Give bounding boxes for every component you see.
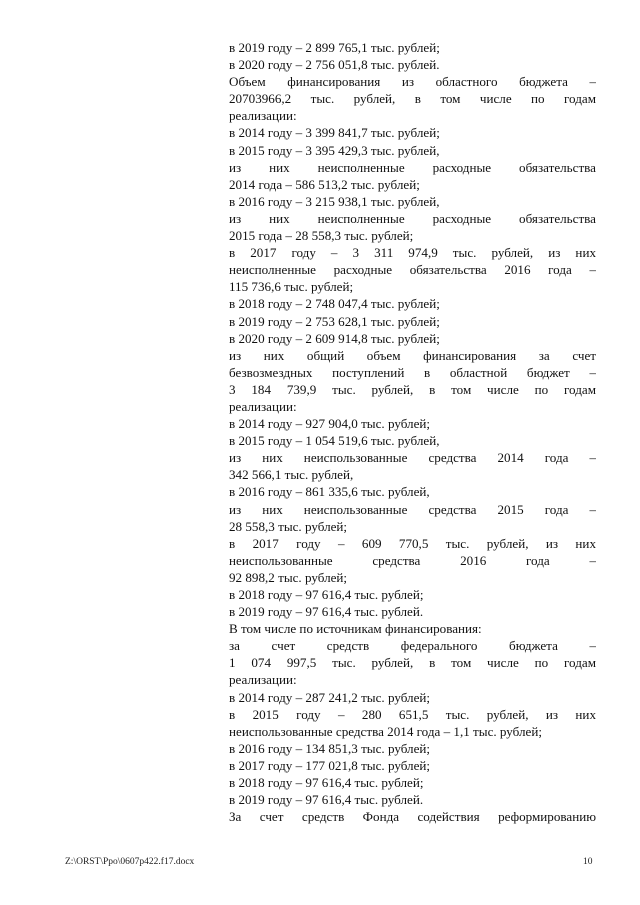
text-line: в 2014 году – 287 241,2 тыс. рублей; (229, 689, 431, 705)
text-line: из них общий объем финансирования за счет (229, 347, 596, 363)
text-line: неисполненные расходные обязательства 2016 года – (229, 262, 596, 278)
text-line: реализации: (229, 672, 297, 688)
text-line: неиспользованные средства 2014 года – 1,1 тыс. рублей; (229, 723, 543, 739)
document-body (229, 39, 596, 825)
text-line: 20703966,2 тыс. рублей, в том числе по годам (229, 91, 596, 107)
footer-page-number: 10 (583, 857, 593, 867)
text-line: 28 558,3 тыс. рублей; (229, 518, 348, 534)
text-line: в 2020 году – 2 609 914,8 тыс. рублей; (229, 330, 440, 346)
text-line: безвозмездных поступлений в областной бюджет – (229, 364, 596, 380)
text-line: в 2019 году – 2 753 628,1 тыс. рублей; (229, 313, 440, 329)
text-line: в 2018 году – 97 616,4 тыс. рублей; (229, 587, 424, 602)
text-line: за счет средств федерального бюджета – (229, 638, 596, 654)
text-line: в 2016 году – 134 851,3 тыс. рублей; (229, 740, 431, 756)
text-line: в 2019 году – 97 616,4 тыс. рублей. (229, 792, 424, 808)
text-line: из них неиспользованные средства 2014 года – (229, 450, 596, 466)
text-line: 342 566,1 тыс. рублей, (229, 467, 354, 483)
text-line: неиспользованные средства 2016 года – (229, 552, 596, 568)
text-line: в 2016 году – 861 335,6 тыс. рублей, (229, 484, 430, 500)
text-line: 2014 года – 586 513,2 тыс. рублей; (229, 176, 420, 192)
text-line: 92 898,2 тыс. рублей; (229, 569, 348, 585)
text-line: в 2015 году – 1 054 519,6 тыс. рублей, (229, 433, 440, 449)
text-line: из них неисполненные расходные обязательства (229, 210, 596, 226)
text-line: в 2017 году – 177 021,8 тыс. рублей; (229, 757, 431, 773)
text-line: в 2020 году – 2 756 051,8 тыс. рублей. (229, 57, 440, 73)
text-line: 115 736,6 тыс. рублей; (229, 279, 354, 295)
text-line: в 2014 году – 3 399 841,7 тыс. рублей; (229, 125, 440, 141)
text-line: в 2018 году – 97 616,4 тыс. рублей; (229, 775, 424, 791)
text-line: В том числе по источникам финансирования: (229, 621, 482, 637)
footer-file-path: Z:\ORST\Ppo\0607p422.f17.docx (65, 857, 195, 867)
text-line: в 2016 году – 3 215 938,1 тыс. рублей, (229, 193, 440, 209)
text-line: в 2018 году – 2 748 047,4 тыс. рублей; (229, 296, 440, 312)
text-line: Объем финансирования из областного бюджета – (229, 74, 596, 90)
text-line: 1 074 997,5 тыс. рублей, в том числе по годам (229, 655, 596, 671)
text-line: из них неиспользованные средства 2015 года – (229, 501, 596, 517)
text-line: из них неисполненные расходные обязательства (229, 159, 596, 175)
text-line: в 2019 году – 97 616,4 тыс. рублей. (229, 604, 424, 620)
text-line: в 2017 году – 3 311 974,9 тыс. рублей, из них (229, 245, 596, 261)
text-line: 3 184 739,9 тыс. рублей, в том числе по годам (229, 381, 596, 397)
text-line: в 2014 году – 927 904,0 тыс. рублей; (229, 416, 431, 432)
text-line: в 2017 году – 609 770,5 тыс. рублей, из них (229, 535, 596, 551)
text-line: 2015 года – 28 558,3 тыс. рублей; (229, 228, 414, 244)
text-line: в 2015 году – 280 651,5 тыс. рублей, из них (229, 706, 596, 722)
text-line: За счет средств Фонда содействия реформированию (229, 809, 596, 825)
text-line: реализации: (229, 108, 297, 124)
text-line: в 2019 году – 2 899 765,1 тыс. рублей; (229, 40, 440, 55)
text-line: в 2015 году – 3 395 429,3 тыс. рублей, (229, 142, 440, 158)
text-line: реализации: (229, 398, 297, 414)
